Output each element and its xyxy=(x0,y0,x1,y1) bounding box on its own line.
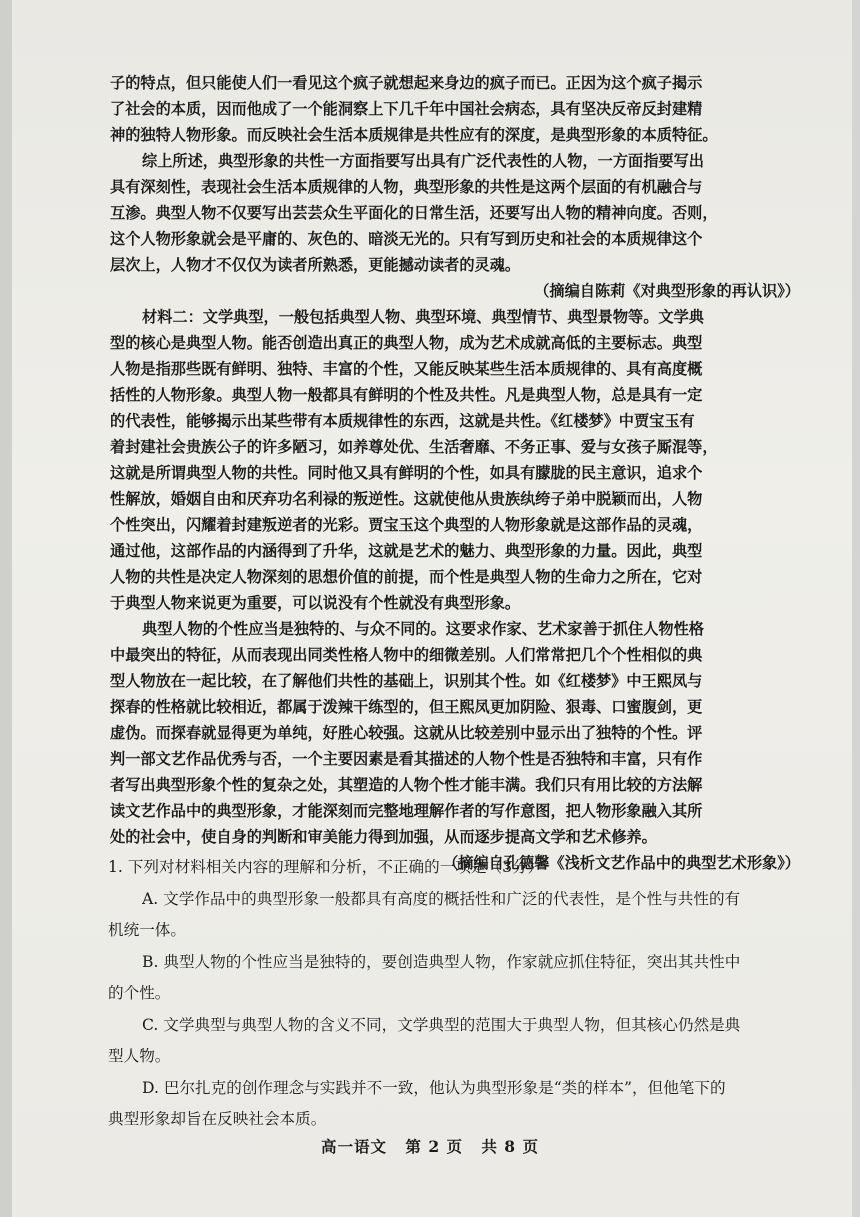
text-line: 互渗。典型人物不仅要写出芸芸众生平面化的日常生活，还要写出人物的精神向度。否则， xyxy=(110,204,718,222)
scan-right-edge xyxy=(852,0,860,1217)
text-line: 这个人物形象就会是平庸的、灰色的、暗淡无光的。只有写到历史和社会的本质规律这个 xyxy=(110,230,703,248)
text-line: 典型人物的个性应当是独特的、与众不同的。这要求作家、艺术家善于抓住人物性格 xyxy=(142,620,704,638)
text-line: 着封建社会贵族公子的许多陋习，如养尊处优、生活奢靡、不务正事、爱与女孩子厮混等， xyxy=(110,438,718,456)
text-line: 材料二：文学典型，一般包括典型人物、典型环境、典型情节、典型景物等。文学典 xyxy=(142,308,704,326)
text-line: 型的核心是典型人物。能否创造出真正的典型人物，成为艺术成就高低的主要标志。典型 xyxy=(110,334,703,352)
text-line: 个性突出，闪耀着封建叛逆者的光彩。贾宝玉这个典型的人物形象就是这部作品的灵魂， xyxy=(110,516,703,534)
text-line: 了社会的本质，因而他成了一个能洞察上下几千年中国社会病态，具有坚决反帝反封建精 xyxy=(110,100,703,118)
text-line: 判一部文艺作品优秀与否，一个主要因素是看其描述的人物个性是否独特和丰富，只有作 xyxy=(110,750,703,768)
text-line: D. 巴尔扎克的创作理念与实践并不一致，他认为典型形象是“类的样本”，但他笔下的 xyxy=(142,1078,726,1097)
text-line: 机统一体。 xyxy=(108,921,186,939)
footer-page: 第 2 页 xyxy=(405,1137,463,1156)
text-line: 型人物放在一起比较，在了解他们共性的基础上，识别其个性。如《红楼梦》中王熙凤与 xyxy=(110,672,703,690)
text-line: 这就是所谓典型人物的共性。同时他又具有鲜明的个性，如具有朦胧的民主意识，追求个 xyxy=(110,464,703,482)
footer-subject: 高一语文 xyxy=(321,1137,388,1156)
text-line: 读文艺作品中的典型形象，才能深刻而完整地理解作者的写作意图，把人物形象融入其所 xyxy=(110,802,703,820)
text-line: 人物是指那些既有鲜明、独特、丰富的个性，又能反映某些生活本质规律的、具有高度概 xyxy=(110,360,703,378)
text-line: 探春的性格就比较相近，都属于泼辣干练型的，但王熙凤更加阴险、狠毒、口蜜腹剑，更 xyxy=(110,698,703,716)
text-line: B. 典型人物的个性应当是独特的，要创造典型人物，作家就应抓住特征，突出其共性中 xyxy=(142,952,741,971)
text-line: 的个性。 xyxy=(108,984,171,1002)
text-line: 神的独特人物形象。而反映社会生活本质规律是共性应有的深度，是典型形象的本质特征。 xyxy=(110,126,718,144)
text-line: 于典型人物来说更为重要，可以说没有个性就没有典型形象。 xyxy=(110,594,521,612)
text-line: 综上所述，典型形象的共性一方面指要写出具有广泛代表性的人物，一方面指要写出 xyxy=(142,152,704,170)
text-line: 处的社会中，使自身的判断和审美能力得到加强，从而逐步提高文学和艺术修养。 xyxy=(110,828,657,846)
text-line: 型人物。 xyxy=(108,1047,171,1065)
text-line: 性解放，婚姻自由和厌弃功名利禄的叛逆性。这就使他从贵族纨绔子弟中脱颖而出，人物 xyxy=(110,490,703,508)
text-line: 1. 下列对材料相关内容的理解和分析，不正确的一项是（3分） xyxy=(108,858,544,876)
text-line: 的代表性，能够揭示出某些带有本质规律性的东西，这就是共性。《红楼梦》中贾宝玉有 xyxy=(110,412,695,430)
text-line: 子的特点，但只能使人们一看见这个疯子就想起来身边的疯子而已。正因为这个疯子揭示 xyxy=(110,74,703,92)
text-line: 虚伪。而探春就显得更为单纯，好胜心较强。这就从比较差别中显示出了独特的个性。评 xyxy=(110,724,703,742)
text-line: 典型形象却旨在反映社会本质。 xyxy=(108,1110,327,1128)
scan-left-edge xyxy=(0,0,12,1217)
text-line: 具有深刻性，表现社会生活本质规律的人物，典型形象的共性是这两个层面的有机融合与 xyxy=(110,178,703,196)
footer-total: 共 8 页 xyxy=(481,1137,539,1156)
page-footer xyxy=(0,1135,860,1157)
text-line: 者写出典型形象个性的复杂之处，其塑造的人物个性才能丰满。我们只有用比较的方法解 xyxy=(110,776,703,794)
text-line: A. 文学作品中的典型形象一般都具有高度的概括性和广泛的代表性，是个性与共性的有 xyxy=(142,889,741,908)
text-line: （摘编自陈莉《对典型形象的再认识》） xyxy=(534,282,800,300)
text-line: 人物的共性是决定人物深刻的思想价值的前提，而个性是典型人物的生命力之所在，它对 xyxy=(110,568,703,586)
text-line: （摘编自孔德馨《浅析文艺作品中的典型艺术形象》） xyxy=(443,854,800,872)
text-line: 括性的人物形象。典型人物一般都具有鲜明的个性及共性。凡是典型人物，总是具有一定 xyxy=(110,386,703,404)
text-line: 中最突出的特征，从而表现出同类性格人物中的细微差别。人们常常把几个个性相似的典 xyxy=(110,646,703,664)
text-line: 层次上，人物才不仅仅为读者所熟悉，更能撼动读者的灵魂。 xyxy=(110,256,521,274)
text-line: C. 文学典型与典型人物的含义不同，文学典型的范围大于典型人物，但其核心仍然是典 xyxy=(142,1015,741,1034)
text-line: 通过他，这部作品的内涵得到了升华，这就是艺术的魅力、典型形象的力量。因此，典型 xyxy=(110,542,703,560)
